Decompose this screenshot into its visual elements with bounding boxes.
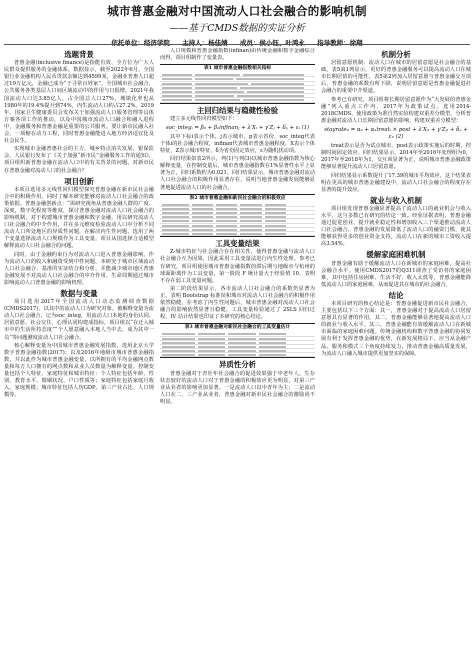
paragraph: 其中下标i表示个体，j表示城市，p表示省份，soc_integ代表个体i的社会融合程度，infinan代表城市普惠金融程度，X表示个体特征，Z表示城市特征，δ为省份固定效应，ε为随机扰动项。 [160, 133, 315, 155]
section-heading-family-difficulty: 缓解家庭困难机制 [366, 250, 426, 260]
section-heading-iv: 工具变量结果 [215, 239, 260, 249]
section-heading-innovation: 项目创新 [64, 176, 94, 186]
column-middle [160, 48, 315, 666]
paragraph: 普惠金融有助于缓解流动人口在新城市的家庭困难，提高社会融合水平。使用CMDS2017的Q311调查了受访者的家庭困难，其中包括住房困难、生活不好、收入太低等，普惠金融能降低流动人口的家庭困难，从而促进其在城市的社会融合。 [321, 260, 471, 288]
section-heading-heterogeneity: 异质性分析 [219, 360, 256, 370]
table-2 [160, 194, 315, 238]
poster-title: 城市普惠金融对中国流动人口社会融合的影响机制 [107, 4, 367, 18]
section-heading-data: 数据与变量 [60, 289, 98, 298]
byline [0, 38, 474, 47]
poster-subtitle: ——基于CMDS数据的实证分析 [169, 23, 305, 34]
paragraph: 本项目选用多元线性回归模型探究普惠金融在新市民社会融合中的积极作用，同时了解本研究能够对流动人口社会融合的政策依据。普惠金融创新点：“需研究视角从普惠金融人群的广度、深度，数字化程度等维度，探讨普惠金融对流动人口社会融合的影响机制，对于构建城市普惠金融和数字金融，用以研究流动人口社会融合的中介作用，并在多元维度检验流动人口中分析不同流动人口所处地区的异质性问题，在解决内生性问题，选用了两个变量选择流动人口规模作为工具变量，项目从国选择合适模型解释流动人口社会融合的问题。 [4, 186, 154, 250]
column-left [4, 48, 154, 666]
paragraph: 第二阶段结果显示，各市流动人口社会融合的系数仍显著为正，表明 Bootstrap 标准误和城市对流动人口社会融合的积极作用依然稳健，在考虑了内生性问题后，城市普惠金融对流动人口社会融合的影响依然显著且稳健，工具变量检验通过了 2SLS 回归过程，IV 估计结果也印证了本研究的核心结论。 [160, 285, 315, 321]
paragraph: 本项目研究的核心结论是：普惠金融促进新市民社会融合，主要包括以下三个方面：其一，普惠金融对于提高流动人口居留意愿具有显著的作用。其二，普惠金融能够显著地提高流动人口的就业与收入水平。其三，普惠金融能有效缓解流动人口在新城市面临的家庭困难问题。传统金融机构和数字普惠金融的协同发展有利于发挥普惠金融的优势，在新发展格局下，应当从金融产品、服务和模式三个角度持续发力，推动普惠金融高质量发展，为流动人口融入城市提供更加坚实的保障。 [321, 301, 471, 357]
paragraph: treat表示是否为试点城市，post表示政策实施后的时期，控制时间固定效应。回归结果显示，2014年至2016年处理组为0，2017年至2018年为1，交互项显著为正，说明城市普惠金融政策能够显著提升流动人口居留意愿。 [321, 143, 471, 171]
paragraph: 普惠金融对于青壮年社会融合的促进效果强于中老年人。生存状态较好的流动人口对于普惠金融的积极效应更为明显，对第三产业从业者的影响更加显著。一是流动人口以中青年为主；二是流动人口在二、三产业从业者，普惠金融对新市民社会融合的激励尚不明显。 [160, 370, 315, 405]
table-1 [160, 64, 315, 103]
table-row [160, 353, 315, 357]
section-heading-conclusion: 结论 [388, 290, 404, 300]
table-caption: 表2 城市普惠金融和新民社会融合的积极效应 [189, 194, 286, 201]
paragraph: 居留意愿机制：流动人口在城市的居留意愿是社会融合的基础。表5第1列显示，更好的普惠金融服务可以提高流动人口在城市长期居留的可能性。表5第2列加入居留意愿与普惠金融交互项后，普惠金融的系数有所下降，说明居留意愿是普惠金融促进社会融合的重要中介渠道。 [321, 60, 471, 95]
paragraph: 建立多元线性回归模型如下： [170, 115, 238, 122]
members-label: 成员：侯小钰、叶鸿永 [239, 39, 305, 47]
host-label: 主持人：杨佳婧 [182, 39, 228, 47]
equation-1: soc_integᵢ = β₀ + β₁infinanⱼ + λ′Xᵢ + γ′Zⱼ + δₚ + εᵢ (1) [165, 124, 310, 131]
section-heading-mechanism: 机制分析 [381, 50, 411, 59]
poster-header [0, 0, 474, 50]
table-row [160, 98, 315, 102]
paragraph: 参考已有研究，项目组将长期居留意愿作为“大发展的普惠金融”列入重点工作内，2017年为政策试点。选用2014-2018CMDS，使用政策为准自然实验构建双重差分模型，分析普惠金融对流动人口长期居留意愿的影响，构建双重差分模型： [321, 96, 471, 124]
paragraph: 人口规模和普惠金融指数(infinan)由传统金融和数字金融综合而得，项目组制作了变量表。 [160, 48, 315, 62]
header-divider [4, 44, 470, 45]
section-heading-main-regression: 主回归结果与稳健性检验 [196, 105, 279, 115]
paragraph: 实现城市金融普惠社会的主力，城乡特点消失发展，银保监会、人民银行发布了《关于加强“新市民”金融服务工作的通知》，项目组织新普惠金融在流动人口中的有关背景的问题，对新市民在普惠金融对流动人口的社会融合？ [4, 146, 154, 174]
advisor-label: 指导教师：徐翔 [317, 39, 363, 47]
unit-label: 依托单位：经济学院 [111, 39, 170, 47]
section-heading-background: 选题背景 [64, 50, 94, 59]
equation-2: stayrateᵢₜ = α₀ + α₁treatᵢ × post + λ′Xᵢₜ + γ′Zⱼₜ + δₚ + εᵢₜ (2) [324, 126, 468, 141]
paragraph: 项目选用2017年全国流动人口动态监测调查数据(CMDS2017)，以其中的流动人口为研究对象。被解释变量为流动人口社会融合，记为soc_integ，用流动人口本地的身份认同、居留意愿、社会交往、心理认同构建成指标，项目组以“在迁入城市中的生活所持态度”“个人愿意融入本地人当中去，成为其中一员”等问题测度流动人口社会融合。 [4, 299, 154, 341]
paragraph: 回归结果如表2所示，列(1)与列(3)以城市普惠金融指数为核心解释变量，在控制变量后，城市普惠金融指数在1%显著性水平上显著为正，回归系数约为0.021。回归结果显示，城市普惠金融对流动人口社会融合的积极作用显著存在，说明当地普惠金融发展能够显著地促进流动人口的社会融合。 [160, 156, 315, 191]
table-3 [160, 323, 315, 358]
paragraph: Z-城市特征与社会融合存在相关性，使得普惠金融与流动人口社会融合互为因果，因此采用工具变量法进行内生性处理。参考已有研究，项目组使用城市普惠金融指数的滞后期与地级市与杭州的球面距离作为工具变量，第一阶段 F 统计量大于经验值 10，表明不存在弱工具变量问题。 [160, 249, 315, 284]
paragraph: 核心解释变量为中国城市普惠金融发展指数，选用北京大学数字普惠金融指数(2017)；以及2016年地级市城市普惠金融指数，并以此作为城市普惠金融变量，以所拥有的平均金融网点数量和每万人口拥有的网点数和从业人员数量为解释变量。控制变量包括个人特征、家庭特征和城市特征：个人特征包括年龄、性别、教育水平、婚姻状况、户口性质等；家庭特征包括家庭月收入、家庭规模；城市特征包括人均GDP、第三产业占比、人口规模等。 [4, 342, 154, 399]
paragraph: 同时，由于金融约束行为对流动人口进入普惠金融影响，作为流动人口的收入和融资受到中性问题，本研究于城市区域流动人口社会融合、基准的实证结合和分析，并能减少城市地区普惠金融发展不对流动人口社会融合的中介作用、生命周期通过城市影响流动人口普惠金融的影响机理。 [4, 251, 154, 286]
table-caption: 表1 城市普惠金融指数相关指标 [203, 65, 272, 72]
paragraph: 项目组发现普惠金融显著提高了流动人口的就业机会与收入水平，这与多数已有研究的结论一致。经验证据表明，普惠金融通过促进创业、提升就业稳定性和增加收入三个渠道推动流动人口社会融合。普惠金融的发展降低了流动人口的融资门槛，使其能够获得更多的创业资金支持，流动人口在新的城市工资收入提高3.54%。 [321, 205, 471, 248]
paragraph: 回归结果显示系数提升了17.39的城市平均效应，这个结果表明在更高的城市普惠金融建设中，流动人口社会融合的程度存在显著的提升效应。 [321, 172, 471, 193]
column-right [321, 48, 471, 666]
section-heading-employment: 就业与收入机制 [370, 195, 422, 205]
paragraph: 普惠金融(inclusive finance)是指能有效、全方位为广大人民群众提供服务的金融体系。数据显示，截至2022年6月，全国银行业金融机构人民币贷款余额达到4599某，金融业普惠人口超过19万亿元，金融已成为“于寻常百姓家”。全国城市社会融合，公共服务各类基层人口间区域流动中的作用与日俱增。2021年我国流动人口达3.85亿人，占全国总人口27%，城镇化率也从1980年的19.4%提升到74%，内生流动人口约占27.2%。2019年，国家卫生健康委员会发布关于加强流动人口服务管理等具体方案各项工作的推动，以及中国城市流动人口融合和融入进程中，金融服务和普惠金融是重要的公共服务。要让新市民融入社会，一项缩在动力工程，同时普惠金融能进入地方经济适宜化及社会民生。 [4, 60, 154, 145]
table-caption: 表3 城市普惠金融对新民社会融合的工具变量估计 [184, 324, 291, 331]
table-row [160, 232, 315, 236]
